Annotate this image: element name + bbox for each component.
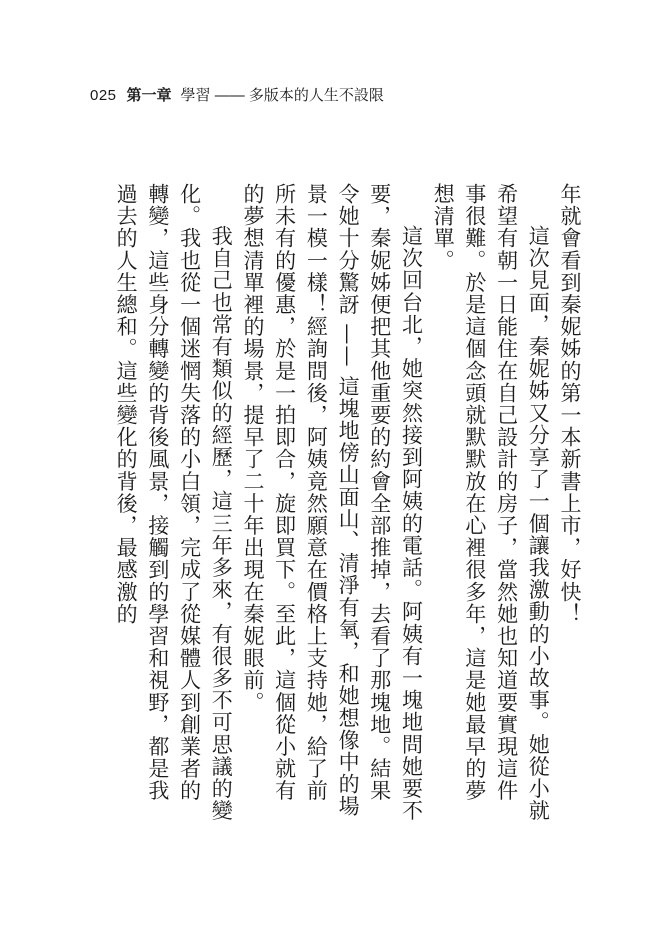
chapter-label: 第一章 xyxy=(126,87,172,104)
paragraph: 年就會看到秦妮姊的第一本新書上市，好快！ xyxy=(558,183,582,625)
paragraph: 我自己也常有類似的經歷，這三年多來，有很多不可思議的變化。我也從一個迷惘失落的小白領，完成了從媒體人到創業者的轉變，這些身分轉變的背後風景，接觸到的學習和視野，都是我過去的人生總和。這些變化的背後，最感激的 xyxy=(114,183,234,822)
body-text xyxy=(70,183,585,823)
page-number: 025 xyxy=(90,87,117,104)
running-header xyxy=(90,84,384,105)
paragraph: 這次見面，秦妮姊又分享了一個讓我激動的小故事。她從小就希望有朝一日能住在自己設計的房子，當然她也知道要實現這件事很難。於是這個念頭就默默放在心裡很多年，這是她最早的夢想清單。 xyxy=(431,183,551,822)
chapter-title: 學習 —— 多版本的人生不設限 xyxy=(180,87,384,104)
paragraph: 這次回台北，她突然接到阿姨的電話。阿姨有一塊地問她要不要，秦妮姊便把其他重要的約會全部推掉，去看了那塊地。結果令她十分驚訝 —— 這塊地傍山面山、清淨有氧，和她想像中的場景一模一樣！經詢問後，阿姨竟然願意在價格上支持她，給了前所未有的優惠，於是一拍即合，旋即買下。至此，這個從小就有的夢想清單裡的場景，提早了二十年出現在秦妮眼前。 xyxy=(240,183,424,822)
